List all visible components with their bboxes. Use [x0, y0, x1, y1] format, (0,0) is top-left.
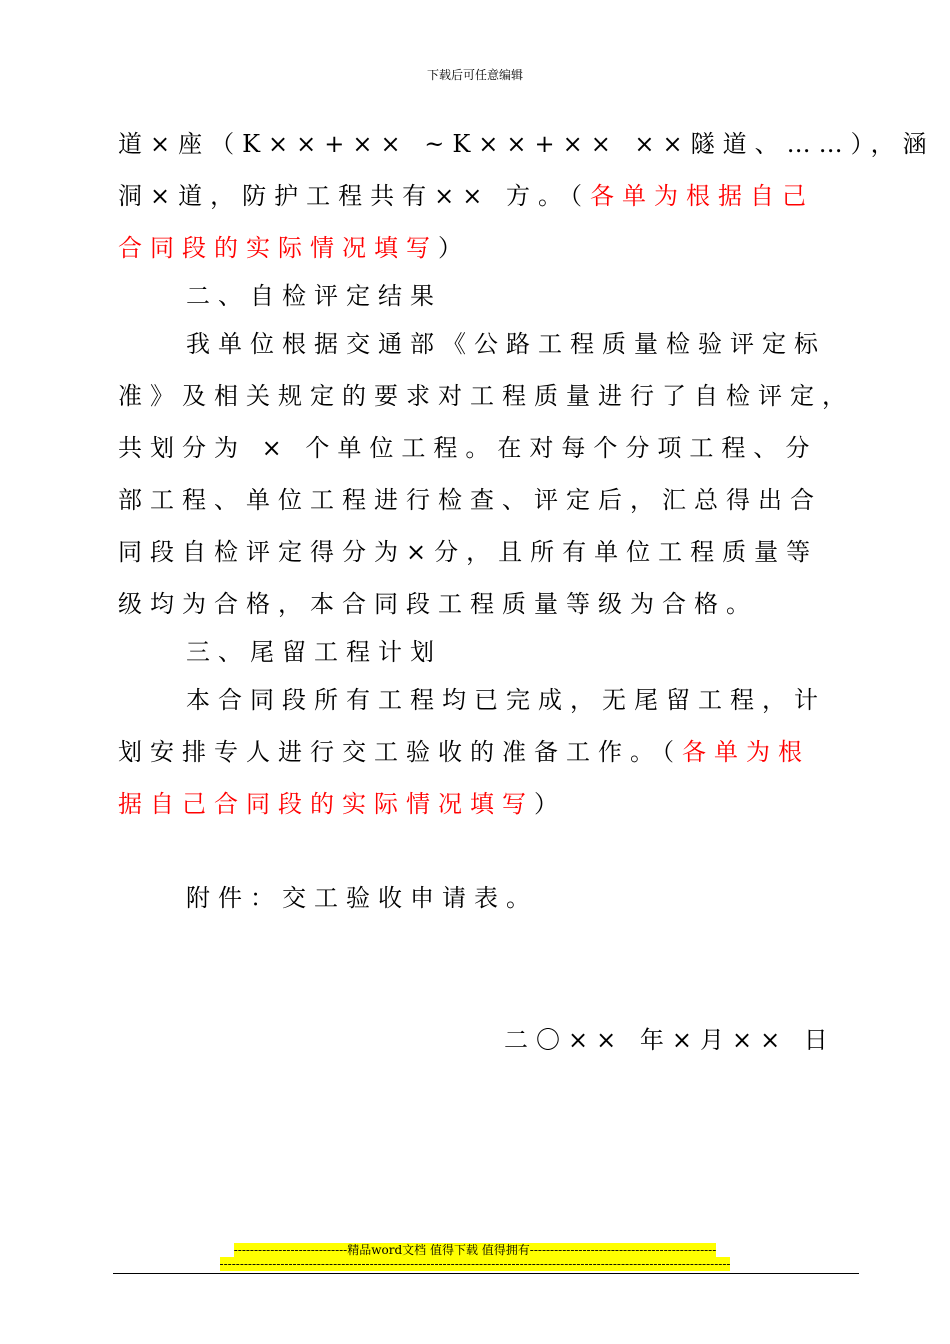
text-segment: 划安排专人进行交工验收的准备工作。（	[118, 738, 682, 766]
body-line-8	[118, 480, 854, 515]
text-segment: 道×座（K××+×× ~K××+×× ××隧道、……），涵	[118, 130, 935, 158]
text-segment: ）	[438, 234, 470, 262]
text-segment: 部工程、单位工程进行检查、评定后，汇总得出合	[118, 486, 822, 514]
attachment-line	[186, 878, 922, 913]
date-line	[504, 1020, 834, 1055]
body-line-14	[118, 784, 854, 819]
body-line-2	[118, 176, 854, 211]
text-segment: 附件：交工验收申请表。	[186, 884, 538, 912]
text-segment: 我单位根据交通部《公路工程质量检验评定标	[186, 330, 826, 358]
body-line-6	[118, 376, 854, 411]
body-line-10	[118, 584, 854, 619]
text-segment: 三、尾留工程计划	[186, 638, 442, 666]
body-line-7	[118, 428, 854, 463]
text-segment: 洞×道，防护工程共有×× 方。（	[118, 182, 590, 210]
footer-rule	[113, 1273, 859, 1274]
body-line-5	[186, 324, 922, 359]
section-heading-2	[186, 276, 922, 311]
text-segment: 本合同段所有工程均已完成，无尾留工程，计	[186, 686, 826, 714]
red-note: 各单为根	[682, 738, 810, 766]
footer-text: ----------------------------精品word文档 值得下载 值得拥有----------------------------------------------	[233, 1243, 717, 1257]
body-line-3	[118, 228, 854, 263]
red-note: 合同段的实际情况填写	[118, 234, 438, 262]
text-segment: ）	[534, 790, 566, 818]
section-heading-3	[186, 632, 922, 667]
body-line-12	[186, 680, 922, 715]
page-header: 下载后可任意编辑	[426, 68, 523, 82]
text-segment: 准》及相关规定的要求对工程质量进行了自检评定，	[118, 382, 854, 410]
footer-text: ------------------------------------------------------------------------------------------------------------------------------	[219, 1257, 731, 1271]
text-segment: 二〇×× 年×月×× 日	[504, 1026, 836, 1054]
text-segment: 级均为合格，本合同段工程质量等级为合格。	[118, 590, 758, 618]
red-note: 据自己合同段的实际情况填写	[118, 790, 534, 818]
text-segment: 共划分为 × 个单位工程。在对每个分项工程、分	[118, 434, 818, 462]
text-segment: 二、自检评定结果	[186, 282, 442, 310]
body-line-9	[118, 532, 854, 567]
text-segment: 同段自检评定得分为×分，且所有单位工程质量等	[118, 538, 819, 566]
footer-banner-line-2	[0, 1257, 950, 1271]
body-line-13	[118, 732, 854, 767]
red-note: 各单为根据自己	[589, 182, 814, 210]
footer-banner-line-1	[0, 1241, 950, 1258]
body-line-1	[118, 124, 935, 159]
